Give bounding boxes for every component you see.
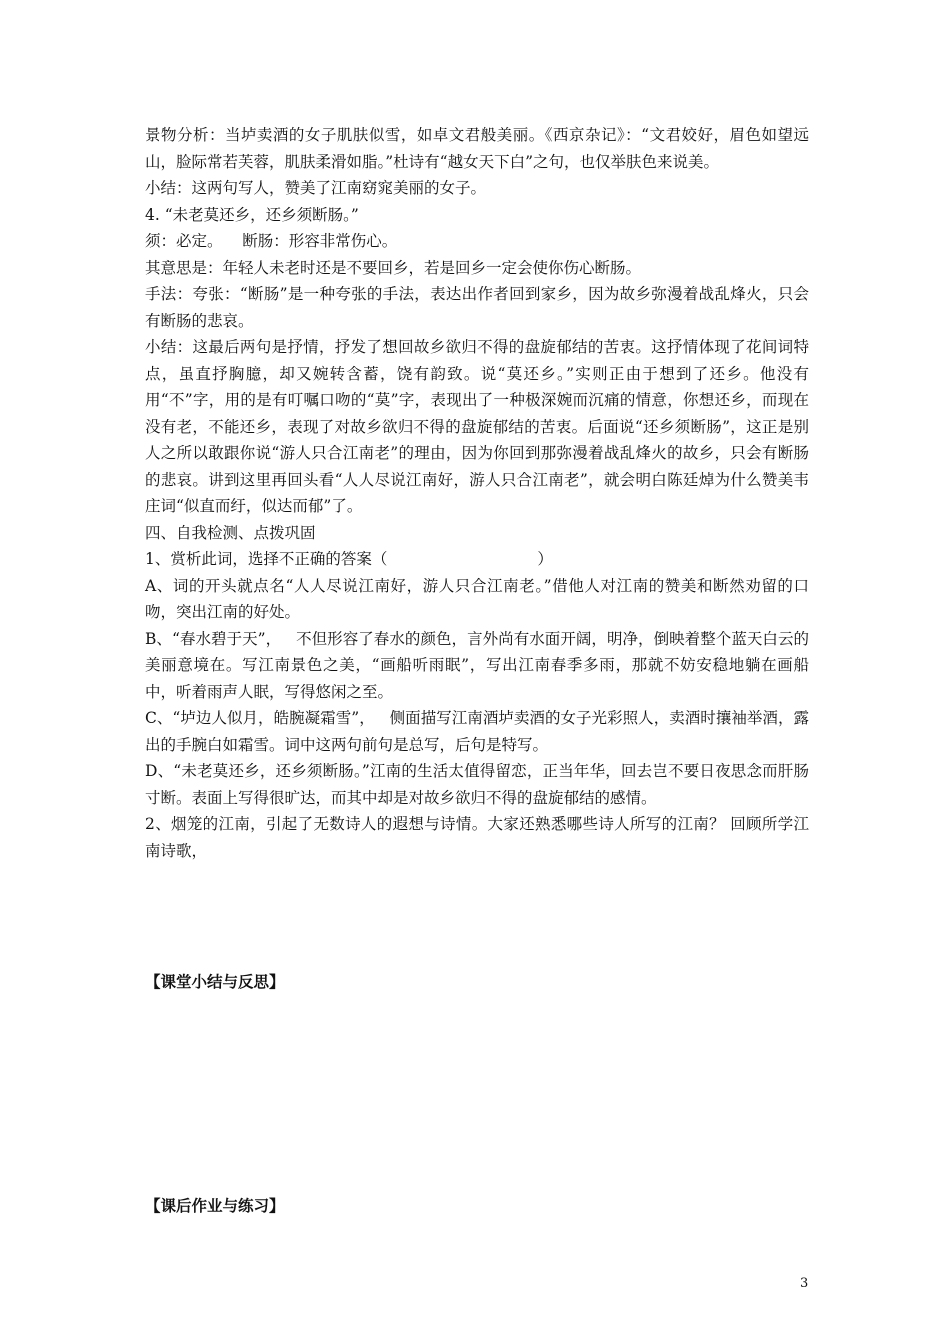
section-homework: 【课后作业与练习】 [145,1196,285,1215]
paragraph-meaning: 其意思是：年轻人未老时还是不要回乡，若是回乡一定会使你伤心断肠。 [145,258,642,277]
paragraph-summary-1: 小结：这两句写人，赞美了江南窈窕美丽的女子。 [145,179,487,197]
paragraph-line-4: 4. “未老莫还乡，还乡须断肠。” [145,205,359,224]
section-class-summary: 【课堂小结与反思】 [145,972,285,991]
question-1-prefix: 1、赏析此词，选择不正确的答案（ [145,550,388,568]
question-1-suffix: ） [537,550,553,568]
option-a: A、词的开头就点名“人人尽说江南好，游人只合江南老。”借他人对江南的赞美和断然劝留的口吻，突出江南的好处。 [145,576,809,621]
paragraph-technique: 手法：夸张：“断肠”是一种夸张的手法，表达出作者回到家乡，因为故乡弥漫着战乱烽火，只会有断肠的悲哀。 [145,285,809,330]
document-body [145,122,809,864]
paragraph-word-notes: 须：必定。 断肠：形容非常伤心。 [145,232,398,250]
option-b: B、“春水碧于天”， 不但形容了春水的颜色，言外尚有水面开阔，明净，倒映着整个蓝天白云的美丽意境在。写江南景色之美，“画船听雨眠”，写出江南春季多雨，那就不妨安稳地躺在画船中，听着雨声人眠，写得悠闲之至。 [145,629,809,701]
question-1 [145,546,809,573]
paragraph-scene-analysis: 景物分析：当垆卖酒的女子肌肤似雪，如卓文君般美丽。《西京杂记》：“文君姣好，眉色如望远山，脸际常若芙蓉，肌肤柔滑如脂。”杜诗有“越女天下白”之句，也仅举肤色来说美。 [145,126,809,171]
page-number: 3 [800,1276,809,1291]
option-c: C、“垆边人似月，皓腕凝霜雪”， 侧面描写江南酒垆卖酒的女子光彩照人，卖酒时攘袖举酒，露出的手腕白如霜雪。词中这两句前句是总写，后句是特写。 [145,709,809,754]
option-d: D、“未老莫还乡，还乡须断肠。”江南的生活太值得留恋，正当年华，回去岂不要日夜思念而肝肠寸断。表面上写得很旷达，而其中却是对故乡欲归不得的盘旋郁结的感情。 [145,762,809,807]
paragraph-summary-2: 小结：这最后两句是抒情，抒发了想回故乡欲归不得的盘旋郁结的苦衷。这抒情体现了花间词特点，虽直抒胸臆，却又婉转含蓄，饶有韵致。说“莫还乡。”实则正由于想到了还乡。他没有用“不”字，用的是有叮嘱口吻的“莫”字，表现出了一种极深婉而沉痛的情意，你想还乡，而现在没有老，不能还乡，表现了对故乡欲归不得的盘旋郁结的苦衷。后面说“还乡须断肠”，这正是别人之所以敢跟你说“游人只合江南老”的理由，因为你回到那弥漫着战乱烽火的故乡，只会有断肠的悲哀。讲到这里再回头看“人人尽说江南好，游人只合江南老”，就会明白陈廷焯为什么赞美韦庄词“似直而纡，似达而郁”了。 [145,338,809,515]
section-self-check-heading: 四、自我检测、点拨巩固 [145,523,316,542]
question-2: 2、烟笼的江南，引起了无数诗人的遐想与诗情。大家还熟悉哪些诗人所写的江南？ 回顾所学江南诗歌， [145,815,809,860]
